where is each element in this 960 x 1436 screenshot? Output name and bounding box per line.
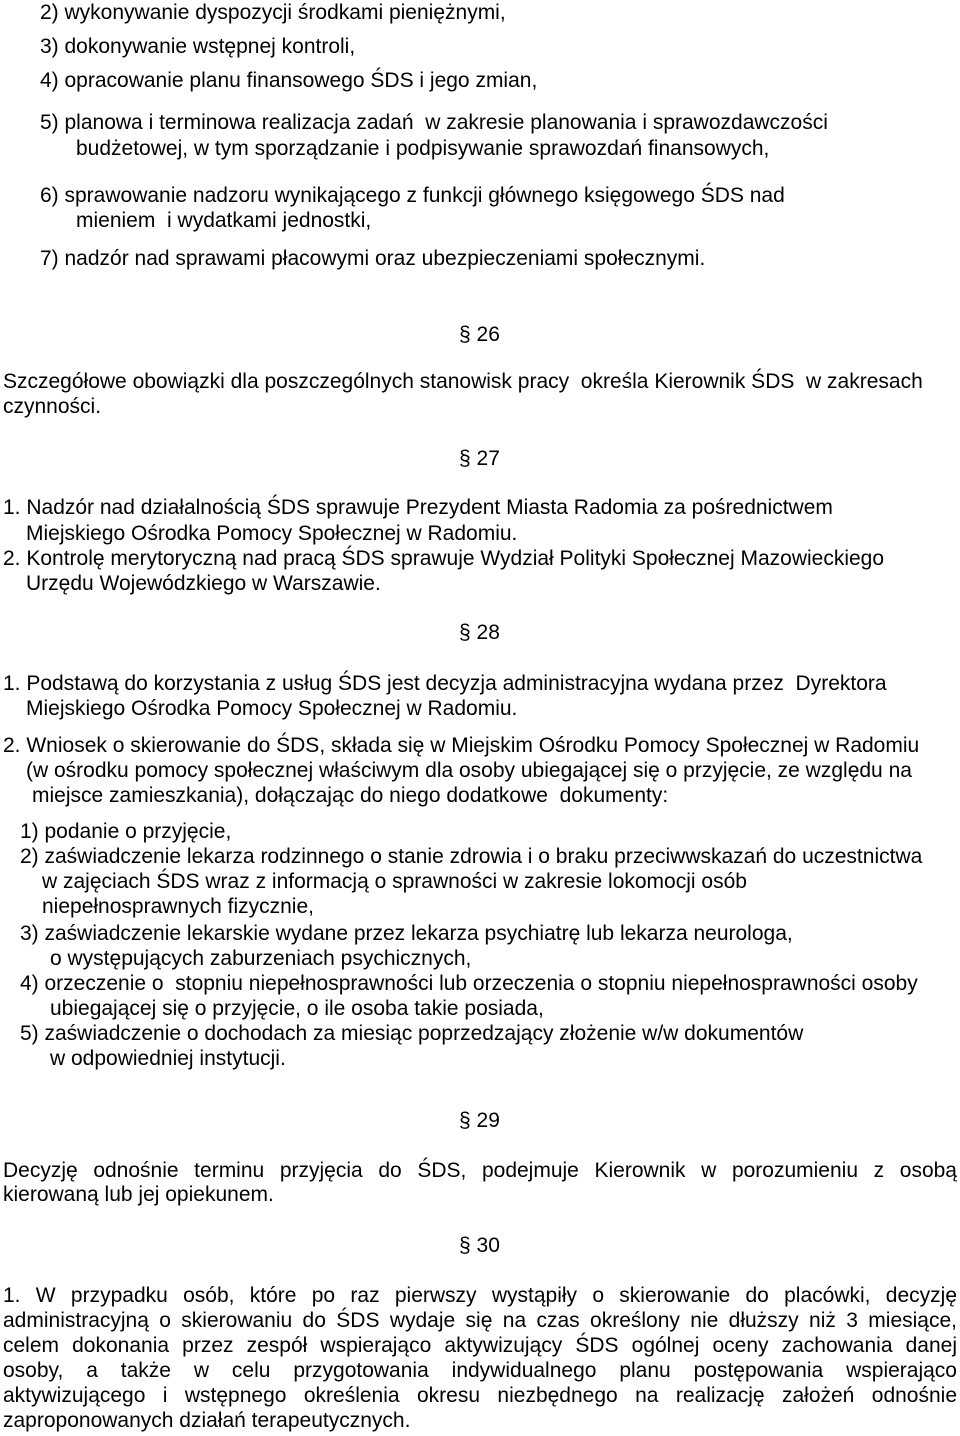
list-item-line: 6) sprawowanie nadzoru wynikającego z funkcji głównego księgowego ŚDS nad (40, 184, 785, 207)
paragraph-line: celem dokonania przez zespół wspierająco aktywizujący ŚDS ogólnej oceny zachowania danej (3, 1334, 957, 1357)
document-item-line: 4) orzeczenie o stopniu niepełnosprawności lub orzeczenia o stopniu niepełnosprawności osoby (20, 972, 918, 995)
list-item-line: 2) wykonywanie dyspozycji środkami pieniężnymi, (40, 1, 506, 24)
paragraph-line: administracyjną o skierowaniu do ŚDS wydaje się na czas określony nie dłuższy niż 3 miesiące, (3, 1309, 957, 1332)
paragraph-line: 1. W przypadku osób, które po raz pierwszy wystąpiły o skierowanie do placówki, decyzję (3, 1284, 957, 1307)
point-line: Urzędu Wojewódzkiego w Warszawie. (26, 572, 381, 595)
document-item-line: niepełnosprawnych fizycznie, (42, 895, 314, 918)
point-line: Miejskiego Ośrodka Pomocy Społecznej w Radomiu. (26, 522, 518, 545)
paragraph-line: czynności. (3, 395, 102, 418)
point-line: 2. Wniosek o skierowanie do ŚDS, składa się w Miejskim Ośrodku Pomocy Społecznej w Radomiu (3, 734, 920, 757)
section-heading: § 27 (459, 447, 500, 470)
list-item-line: 3) dokonywanie wstępnej kontroli, (40, 35, 356, 58)
point-line: 1. Nadzór nad działalnością ŚDS sprawuje Prezydent Miasta Radomia za pośrednictwem (3, 496, 833, 519)
list-item-line: 7) nadzór nad sprawami płacowymi oraz ubezpieczeniami społecznymi. (40, 247, 706, 270)
paragraph-line: Decyzję odnośnie terminu przyjęcia do ŚDS, podejmuje Kierownik w porozumieniu z osobą (3, 1159, 957, 1182)
paragraph-line: kierowaną lub jej opiekunem. (3, 1183, 274, 1206)
point-line: 2. Kontrolę merytoryczną nad pracą ŚDS sprawuje Wydział Polityki Społecznej Mazowieckiego (3, 547, 885, 570)
paragraph-line: osoby, a także w celu przygotowania indywidualnego planu postępowania wspierająco (3, 1359, 957, 1382)
list-item-line: budżetowej, w tym sporządzanie i podpisywanie sprawozdań finansowych, (76, 137, 770, 160)
point-line: Miejskiego Ośrodka Pomocy Społecznej w Radomiu. (26, 697, 518, 720)
document-item-line: 1) podanie o przyjęcie, (20, 820, 232, 843)
paragraph-line: zaproponowanych działań terapeutycznych. (3, 1409, 411, 1432)
point-line: (w ośrodku pomocy społecznej właściwym dla osoby ubiegającej się o przyjęcie, ze względu na (26, 759, 912, 782)
section-heading: § 26 (459, 323, 500, 346)
document-item-line: w zajęciach ŚDS wraz z informacją o sprawności w zakresie lokomocji osób (42, 870, 747, 893)
section-heading: § 29 (459, 1109, 500, 1132)
point-line: 1. Podstawą do korzystania z usług ŚDS jest decyzja administracyjna wydana przez Dyrektora (3, 672, 887, 695)
document-item-line: 2) zaświadczenie lekarza rodzinnego o stanie zdrowia i o braku przeciwwskazań do uczestnictwa (20, 845, 923, 868)
document-item-line: ubiegającej się o przyjęcie, o ile osoba takie posiada, (50, 997, 544, 1020)
document-item-line: o występujących zaburzeniach psychicznych, (50, 947, 472, 970)
paragraph-line: aktywizującego i wstępnego określenia okresu niezbędnego na realizację założeń odnośnie (3, 1384, 957, 1407)
list-item-line: 4) opracowanie planu finansowego ŚDS i jego zmian, (40, 69, 538, 92)
document-item-line: 5) zaświadczenie o dochodach za miesiąc poprzedzający złożenie w/w dokumentów (20, 1022, 804, 1045)
document-item-line: w odpowiedniej instytucji. (50, 1047, 286, 1070)
list-item-line: mieniem i wydatkami jednostki, (76, 209, 372, 232)
document-item-line: 3) zaświadczenie lekarskie wydane przez lekarza psychiatrę lub lekarza neurologa, (20, 922, 793, 945)
section-heading: § 28 (459, 621, 500, 644)
paragraph-line: Szczegółowe obowiązki dla poszczególnych stanowisk pracy określa Kierownik ŚDS w zakresach (3, 370, 923, 393)
list-item-line: 5) planowa i terminowa realizacja zadań w zakresie planowania i sprawozdawczości (40, 111, 828, 134)
section-heading: § 30 (459, 1234, 500, 1257)
point-line: miejsce zamieszkania), dołączając do niego dodatkowe dokumenty: (32, 784, 669, 807)
